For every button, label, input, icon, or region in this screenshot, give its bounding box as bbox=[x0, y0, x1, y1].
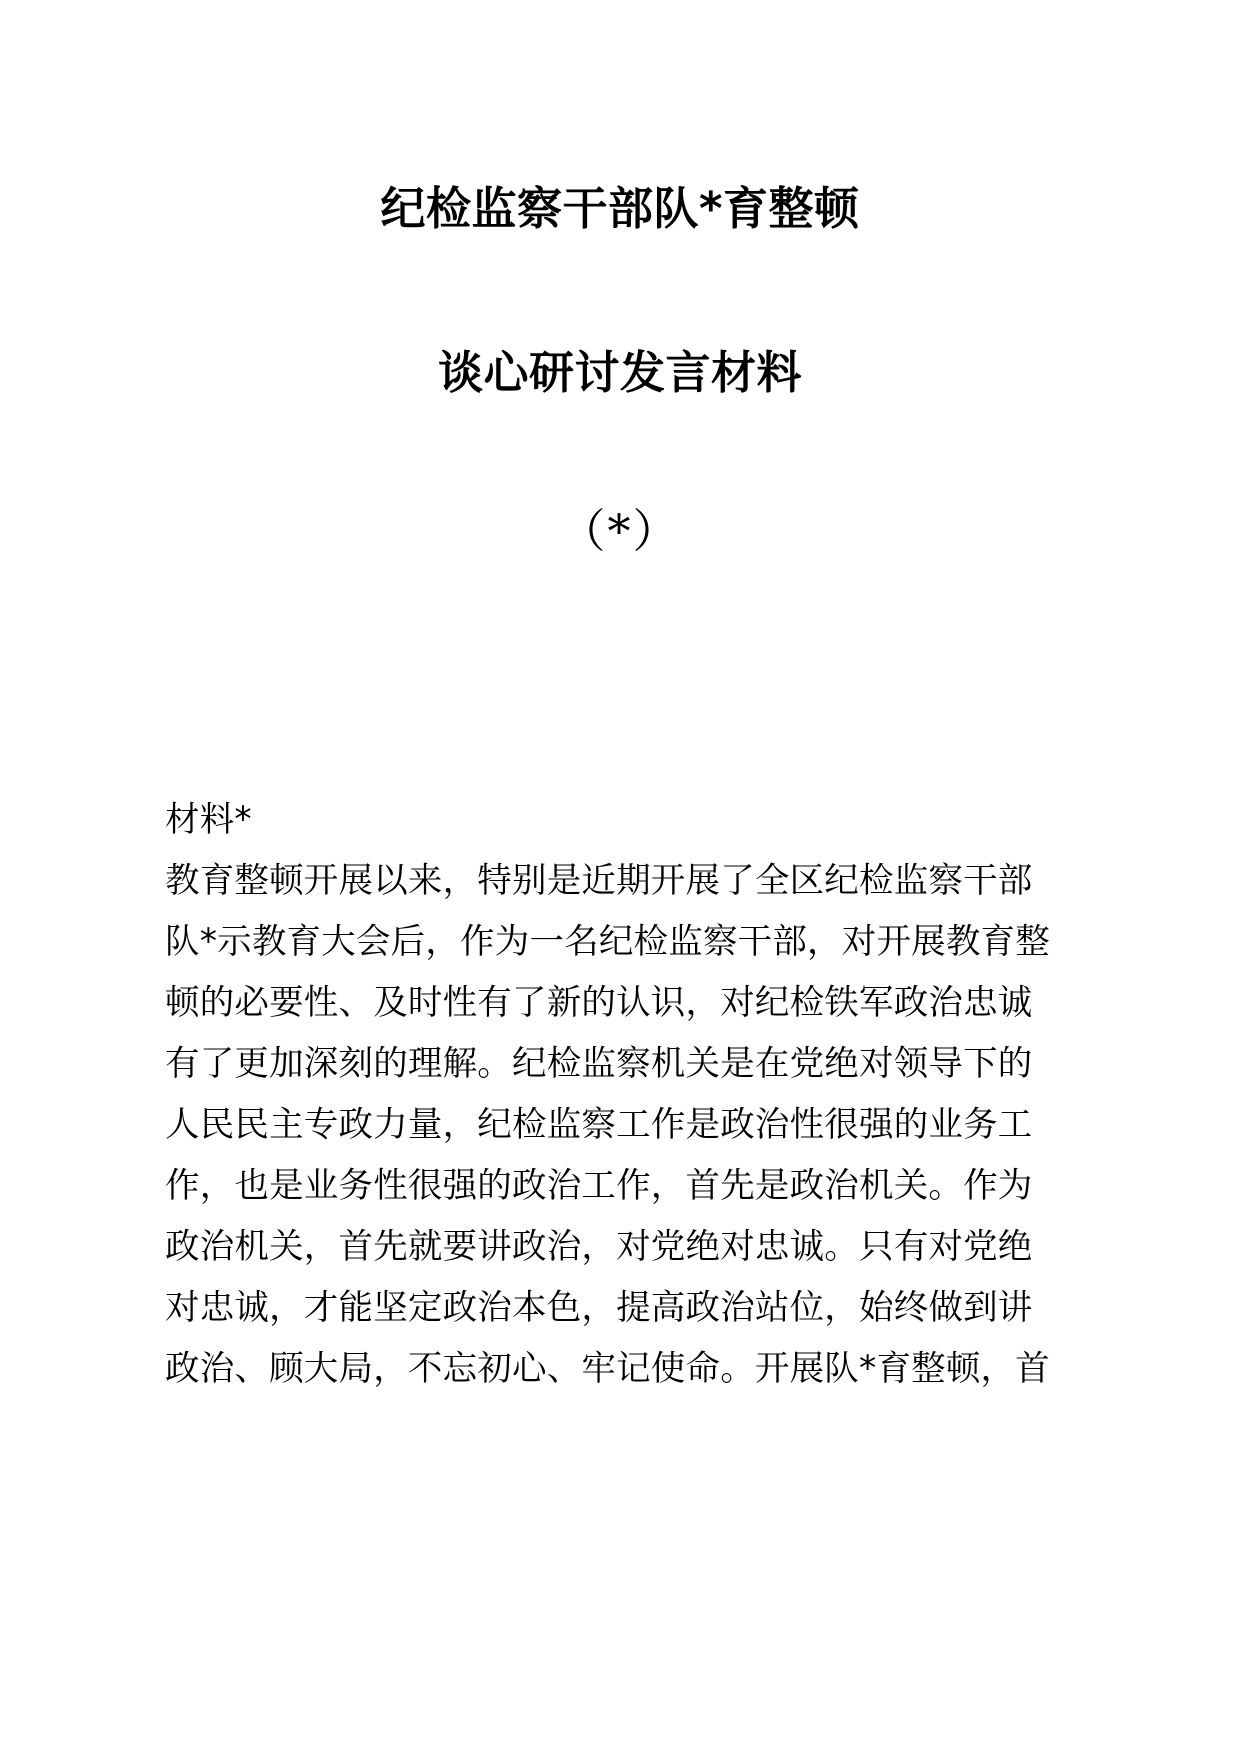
document-subtitle-line-2: 谈心研讨发言材料 bbox=[437, 346, 802, 399]
document-title-placeholder-marker: （*） bbox=[559, 504, 681, 558]
document-title-line-1: 纪检监察干部队*育整顿 bbox=[380, 182, 860, 235]
body-paragraph-line: 队*示教育大会后，作为一名纪检监察干部，对开展教育整 bbox=[165, 922, 1050, 962]
body-paragraph-line: 教育整顿开展以来，特别是近期开展了全区纪检监察干部 bbox=[165, 861, 1033, 901]
body-paragraph-line: 对忠诚，才能坚定政治本色，提高政治站位，始终做到讲 bbox=[165, 1288, 1033, 1328]
body-paragraph-line: 人民民主专政力量，纪检监察工作是政治性很强的业务工 bbox=[165, 1105, 1033, 1145]
body-paragraph-line: 政治机关，首先就要讲政治，对党绝对忠诚。只有对党绝 bbox=[165, 1227, 1033, 1267]
body-paragraph-line: 有了更加深刻的理解。纪检监察机关是在党绝对领导下的 bbox=[165, 1044, 1033, 1084]
body-paragraph-line: 顿的必要性、及时性有了新的认识，对纪检铁军政治忠诚 bbox=[165, 983, 1033, 1023]
body-paragraph-line: 作，也是业务性很强的政治工作，首先是政治机关。作为 bbox=[165, 1166, 1033, 1206]
document-body bbox=[165, 790, 1050, 1400]
body-lead-label: 材料* bbox=[165, 800, 252, 840]
body-paragraph-line: 政治、顾大局，不忘初心、牢记使命。开展队*育整顿，首 bbox=[165, 1349, 1050, 1389]
